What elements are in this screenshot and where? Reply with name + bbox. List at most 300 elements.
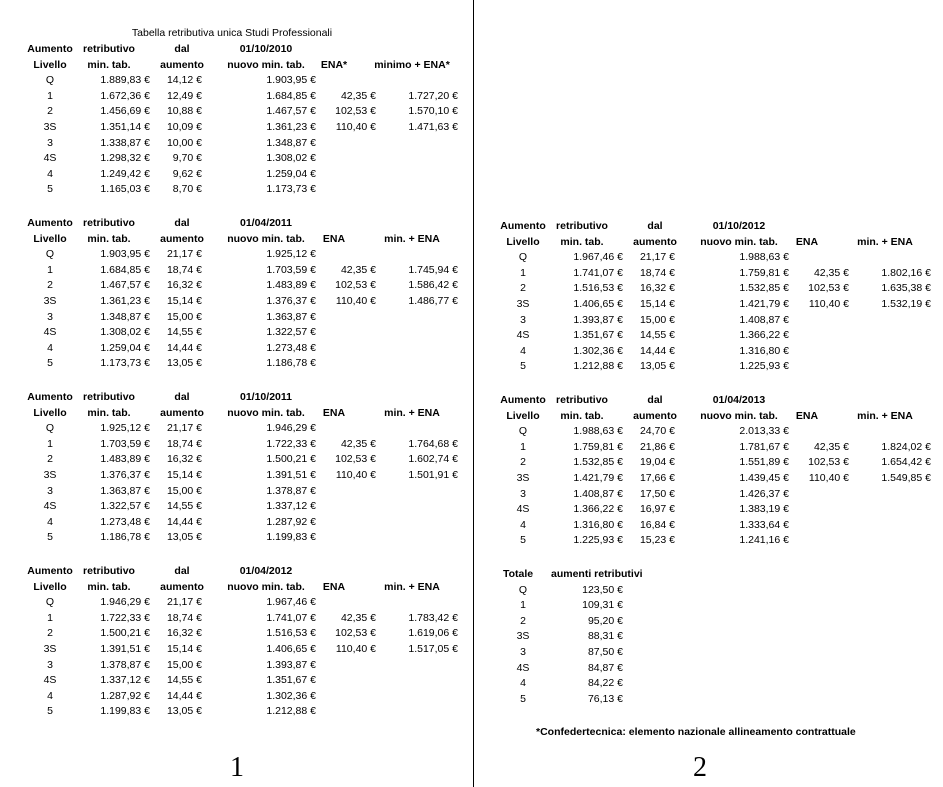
table-row	[24, 120, 464, 136]
cell-level: 3	[520, 645, 526, 658]
header-total: Totale	[503, 568, 534, 580]
cell-base-min: 1.722,33 €	[100, 611, 150, 624]
header-ena: ENA	[795, 235, 819, 248]
cell-increase: 14,44 €	[166, 515, 202, 528]
table-row	[24, 515, 464, 531]
table-header-row	[24, 232, 464, 248]
cell-new-min: 1.273,48 €	[266, 341, 316, 354]
cell-level: 4	[47, 341, 53, 354]
cell-min-plus-ena: 1.586,42 €	[408, 279, 458, 292]
cell-level: 5	[47, 357, 53, 370]
cell-ena: 102,53 €	[335, 279, 376, 292]
header-base-min: retributivo	[83, 391, 135, 403]
cell-increase: 13,05 €	[166, 531, 202, 544]
cell-level: 3	[520, 487, 526, 500]
cell-increase: 15,00 €	[639, 313, 675, 326]
header-new-min: 01/10/2010	[239, 43, 293, 55]
totals-row	[497, 645, 697, 661]
cell-new-min: 1.348,87 €	[266, 136, 316, 149]
cell-level: 5	[520, 360, 526, 373]
cell-level: 2	[47, 105, 53, 118]
table-row	[497, 281, 937, 297]
table-row	[24, 167, 464, 183]
table-row	[24, 499, 464, 515]
cell-level: 3	[47, 484, 53, 497]
cell-base-min: 1.212,88 €	[573, 360, 623, 373]
cell-level: 1	[47, 611, 53, 624]
cell-new-min: 1.903,95 €	[266, 74, 316, 87]
cell-increase: 14,44 €	[639, 344, 675, 357]
table-row	[497, 518, 937, 534]
table-row	[24, 626, 464, 642]
cell-increase: 18,74 €	[166, 263, 202, 276]
cell-base-min: 1.703,59 €	[100, 437, 150, 450]
cell-new-min: 1.483,89 €	[266, 279, 316, 292]
cell-base-min: 1.225,93 €	[573, 534, 623, 547]
header-increase: dal	[174, 391, 190, 403]
cell-increase: 14,55 €	[639, 329, 675, 342]
cell-base-min: 1.298,32 €	[100, 152, 150, 165]
cell-new-min: 1.406,65 €	[266, 642, 316, 655]
cell-min-plus-ena: 1.517,05 €	[408, 642, 458, 655]
header-base-min: min. tab.	[87, 58, 131, 71]
header-increase: aumento	[160, 232, 204, 245]
cell-level: 1	[520, 266, 526, 279]
cell-level: 2	[520, 282, 526, 295]
table-row	[24, 595, 464, 611]
cell-min-plus-ena: 1.824,02 €	[881, 440, 931, 453]
cell-new-min: 1.225,93 €	[739, 360, 789, 373]
table-row	[497, 471, 937, 487]
header-new-min: 01/04/2011	[240, 217, 292, 229]
cell-increase: 18,74 €	[166, 611, 202, 624]
cell-increase: 9,62 €	[172, 167, 202, 180]
header-min-plus-ena: min. + ENA	[384, 232, 440, 245]
header-base-min: retributivo	[556, 394, 608, 406]
table-header-row	[24, 406, 464, 422]
cell-base-min: 1.351,14 €	[100, 120, 150, 133]
cell-min-plus-ena: 1.635,38 €	[881, 282, 931, 295]
totals-row	[497, 629, 697, 645]
cell-base-min: 1.684,85 €	[100, 263, 150, 276]
table-header-row	[497, 393, 937, 409]
cell-level: Q	[45, 74, 55, 87]
header-new-min: 01/04/2012	[239, 565, 293, 577]
header-ena: ENA	[322, 580, 346, 593]
cell-level: Q	[45, 596, 55, 609]
cell-base-min: 1.186,78 €	[100, 531, 150, 544]
table-row	[24, 704, 464, 720]
cell-base-min: 1.302,36 €	[573, 344, 623, 357]
cell-increase: 10,09 €	[166, 120, 202, 133]
cell-base-min: 1.393,87 €	[573, 313, 623, 326]
table-row	[497, 297, 937, 313]
table-header-row	[24, 42, 464, 58]
cell-increase: 16,97 €	[639, 503, 675, 516]
cell-base-min: 1.173,73 €	[100, 357, 150, 370]
cell-ena: 102,53 €	[335, 453, 376, 466]
cell-new-min: 1.781,67 €	[739, 440, 789, 453]
cell-new-min: 1.361,23 €	[266, 120, 316, 133]
header-min-plus-ena: minimo + ENA*	[374, 58, 450, 71]
header-min-plus-ena: min. + ENA	[857, 409, 913, 422]
cell-level: Q	[45, 248, 55, 261]
totals-row	[497, 598, 697, 614]
cell-increase: 9,70 €	[172, 152, 202, 165]
cell-increase: 21,17 €	[166, 422, 202, 435]
table-header-row	[24, 390, 464, 406]
cell-new-min: 1.363,87 €	[266, 310, 316, 323]
header-ena: ENA	[322, 406, 346, 419]
cell-level: 5	[47, 705, 53, 718]
cell-new-min: 1.351,67 €	[266, 674, 316, 687]
header-level: Livello	[506, 409, 540, 422]
table-header-row	[24, 564, 464, 580]
header-new-min: nuovo min. tab.	[227, 58, 305, 71]
table-row	[497, 250, 937, 266]
cell-base-min: 1.366,22 €	[573, 503, 623, 516]
cell-level: 3S	[43, 294, 57, 307]
cell-base-min: 1.363,87 €	[100, 484, 150, 497]
totals-header-row	[497, 567, 697, 583]
header-ena: ENA*	[320, 58, 348, 71]
cell-increase: 17,66 €	[639, 471, 675, 484]
cell-ena: 102,53 €	[808, 282, 849, 295]
cell-min-plus-ena: 1.745,94 €	[408, 263, 458, 276]
cell-base-min: 1.337,12 €	[100, 674, 150, 687]
table-header-row	[24, 58, 464, 74]
page-number-1: 1	[230, 752, 244, 783]
cell-min-plus-ena: 1.549,85 €	[881, 471, 931, 484]
table-row	[24, 468, 464, 484]
table-row	[497, 328, 937, 344]
header-new-min: nuovo min. tab.	[700, 235, 778, 248]
cell-increase: 19,04 €	[639, 456, 675, 469]
cell-ena: 102,53 €	[335, 627, 376, 640]
header-level: Livello	[506, 235, 540, 248]
cell-new-min: 1.684,85 €	[266, 89, 316, 102]
cell-increase: 15,00 €	[166, 658, 202, 671]
cell-ena: 110,40 €	[335, 294, 376, 307]
cell-level: 1	[47, 437, 53, 450]
totals-row	[497, 614, 697, 630]
cell-new-min: 1.426,37 €	[739, 487, 789, 500]
header-increase: dal	[174, 43, 190, 55]
cell-total-increase: 84,22 €	[587, 677, 623, 690]
table-row	[497, 424, 937, 440]
table-row	[24, 310, 464, 326]
cell-level: Q	[518, 583, 528, 596]
cell-ena: 102,53 €	[808, 456, 849, 469]
header-increase: aumento	[633, 409, 677, 422]
cell-ena: 110,40 €	[335, 642, 376, 655]
cell-increase: 16,32 €	[166, 453, 202, 466]
cell-ena: 42,35 €	[340, 611, 376, 624]
cell-new-min: 1.500,21 €	[266, 453, 316, 466]
cell-new-min: 1.322,57 €	[266, 326, 316, 339]
cell-new-min: 1.467,57 €	[266, 105, 316, 118]
cell-level: 3S	[516, 630, 530, 643]
cell-new-min: 1.703,59 €	[266, 263, 316, 276]
cell-increase: 15,14 €	[166, 468, 202, 481]
table-row	[497, 359, 937, 375]
header-base-min: min. tab.	[560, 235, 604, 248]
cell-increase: 17,50 €	[639, 487, 675, 500]
table-row	[24, 530, 464, 546]
cell-min-plus-ena: 1.570,10 €	[408, 105, 458, 118]
cell-level: 1	[47, 263, 53, 276]
cell-level: 1	[47, 89, 53, 102]
cell-new-min: 1.241,16 €	[739, 534, 789, 547]
header-min-plus-ena: min. + ENA	[384, 580, 440, 593]
header-increase: dal	[174, 565, 190, 577]
cell-base-min: 1.759,81 €	[573, 440, 623, 453]
table-row	[24, 247, 464, 263]
cell-increase: 15,00 €	[166, 484, 202, 497]
cell-base-min: 1.351,67 €	[573, 329, 623, 342]
cell-base-min: 1.406,65 €	[573, 297, 623, 310]
header-base-min: min. tab.	[87, 406, 131, 419]
cell-new-min: 1.967,46 €	[266, 596, 316, 609]
cell-level: 3	[47, 310, 53, 323]
cell-base-min: 1.925,12 €	[100, 422, 150, 435]
header-new-min: nuovo min. tab.	[700, 409, 778, 422]
cell-base-min: 1.376,37 €	[100, 468, 150, 481]
cell-base-min: 1.467,57 €	[100, 279, 150, 292]
table-row	[497, 487, 937, 503]
cell-increase: 15,14 €	[166, 294, 202, 307]
header-level: Livello	[33, 58, 67, 71]
header-increase: dal	[647, 394, 663, 406]
cell-new-min: 1.516,53 €	[266, 627, 316, 640]
cell-increase: 15,00 €	[166, 310, 202, 323]
table-header-row	[497, 219, 937, 235]
table-row	[24, 658, 464, 674]
cell-increase: 14,55 €	[166, 326, 202, 339]
cell-new-min: 1.212,88 €	[266, 705, 316, 718]
cell-increase: 21,17 €	[166, 596, 202, 609]
cell-new-min: 1.946,29 €	[266, 422, 316, 435]
cell-increase: 14,44 €	[166, 689, 202, 702]
document-title: Tabella retributiva unica Studi Professionali	[131, 27, 333, 39]
cell-base-min: 1.316,80 €	[573, 518, 623, 531]
cell-base-min: 1.249,42 €	[100, 167, 150, 180]
table-header-row	[24, 216, 464, 232]
cell-min-plus-ena: 1.802,16 €	[881, 266, 931, 279]
table-row	[24, 642, 464, 658]
cell-base-min: 1.946,29 €	[100, 596, 150, 609]
cell-increase: 16,32 €	[639, 282, 675, 295]
cell-new-min: 1.376,37 €	[266, 294, 316, 307]
cell-min-plus-ena: 1.602,74 €	[408, 453, 458, 466]
cell-new-min: 1.988,63 €	[739, 251, 789, 264]
cell-level: 1	[520, 599, 526, 612]
cell-level: Q	[518, 425, 528, 438]
cell-new-min: 1.408,87 €	[739, 313, 789, 326]
cell-level: 2	[47, 453, 53, 466]
cell-total-increase: 123,50 €	[582, 583, 623, 596]
table-header-row	[497, 409, 937, 425]
cell-level: 2	[47, 627, 53, 640]
totals-table	[497, 567, 697, 707]
cell-base-min: 1.408,87 €	[573, 487, 623, 500]
cell-new-min: 1.759,81 €	[739, 266, 789, 279]
header-level: Aumento	[500, 394, 546, 406]
cell-base-min: 1.903,95 €	[100, 248, 150, 261]
header-new-min: 01/10/2011	[240, 391, 292, 403]
cell-new-min: 1.259,04 €	[266, 167, 316, 180]
cell-min-plus-ena: 1.501,91 €	[408, 468, 458, 481]
table-row	[24, 263, 464, 279]
cell-level: 3	[47, 136, 53, 149]
cell-increase: 14,44 €	[166, 341, 202, 354]
table-row	[24, 278, 464, 294]
cell-level: 4S	[43, 326, 57, 339]
cell-increase: 24,70 €	[639, 425, 675, 438]
cell-new-min: 1.421,79 €	[739, 297, 789, 310]
cell-base-min: 1.338,87 €	[100, 136, 150, 149]
table-row	[497, 266, 937, 282]
table-row	[24, 673, 464, 689]
table-row	[24, 484, 464, 500]
cell-base-min: 1.741,07 €	[573, 266, 623, 279]
totals-row	[497, 676, 697, 692]
cell-increase: 16,32 €	[166, 627, 202, 640]
table-row	[24, 341, 464, 357]
header-level: Aumento	[27, 43, 73, 55]
cell-min-plus-ena: 1.486,77 €	[408, 294, 458, 307]
totals-row	[497, 661, 697, 677]
cell-new-min: 1.925,12 €	[266, 248, 316, 261]
cell-level: 4S	[43, 500, 57, 513]
totals-row	[497, 692, 697, 708]
cell-level: 4	[47, 515, 53, 528]
cell-new-min: 1.439,45 €	[739, 471, 789, 484]
cell-base-min: 1.483,89 €	[100, 453, 150, 466]
header-ena: ENA	[795, 409, 819, 422]
cell-min-plus-ena: 1.654,42 €	[881, 456, 931, 469]
cell-total-increase: 88,31 €	[587, 630, 623, 643]
cell-level: 3S	[43, 468, 57, 481]
table-row	[24, 437, 464, 453]
table-row	[24, 325, 464, 341]
cell-new-min: 1.393,87 €	[266, 658, 316, 671]
cell-increase: 15,14 €	[639, 297, 675, 310]
cell-increase: 14,55 €	[166, 500, 202, 513]
header-increase: aumento	[160, 58, 204, 71]
header-level: Aumento	[500, 220, 546, 232]
cell-min-plus-ena: 1.764,68 €	[408, 437, 458, 450]
cell-total-increase: 109,31 €	[582, 599, 623, 612]
header-increase: dal	[174, 217, 190, 229]
table-row	[24, 104, 464, 120]
table-row	[24, 452, 464, 468]
salary-table	[497, 393, 937, 549]
cell-base-min: 1.378,87 €	[100, 658, 150, 671]
cell-new-min: 1.551,89 €	[739, 456, 789, 469]
cell-base-min: 1.361,23 €	[100, 294, 150, 307]
cell-level: 1	[520, 440, 526, 453]
cell-base-min: 1.287,92 €	[100, 689, 150, 702]
header-increase: dal	[647, 220, 663, 232]
cell-new-min: 1.383,19 €	[739, 503, 789, 516]
footnote: *Confedertecnica: elemento nazionale allineamento contrattuale	[536, 726, 856, 738]
cell-increase: 15,23 €	[639, 534, 675, 547]
cell-level: 3	[520, 313, 526, 326]
cell-base-min: 1.259,04 €	[100, 341, 150, 354]
header-level: Aumento	[27, 391, 73, 403]
cell-min-plus-ena: 1.783,42 €	[408, 611, 458, 624]
totals-row	[497, 583, 697, 599]
header-base-min: min. tab.	[560, 409, 604, 422]
cell-increase: 21,17 €	[639, 251, 675, 264]
cell-level: 5	[47, 183, 53, 196]
table-header-row	[24, 580, 464, 596]
cell-total-increase: 87,50 €	[587, 645, 623, 658]
header-base-min: retributivo	[83, 43, 135, 55]
cell-base-min: 1.456,69 €	[100, 105, 150, 118]
cell-level: 4S	[516, 329, 530, 342]
cell-increase: 16,32 €	[166, 279, 202, 292]
cell-base-min: 1.532,85 €	[573, 456, 623, 469]
header-base-min: retributivo	[556, 220, 608, 232]
cell-increase: 15,14 €	[166, 642, 202, 655]
table-row	[24, 89, 464, 105]
cell-increase: 10,00 €	[166, 136, 202, 149]
table-row	[497, 502, 937, 518]
table-row	[497, 455, 937, 471]
header-level: Livello	[33, 406, 67, 419]
cell-increase: 18,74 €	[166, 437, 202, 450]
table-row	[24, 421, 464, 437]
cell-level: Q	[45, 422, 55, 435]
cell-ena: 42,35 €	[340, 89, 376, 102]
cell-level: 4	[47, 167, 53, 180]
cell-new-min: 1.173,73 €	[266, 183, 316, 196]
cell-new-min: 1.722,33 €	[266, 437, 316, 450]
header-base-min: retributivo	[83, 217, 135, 229]
cell-level: 5	[47, 531, 53, 544]
cell-ena: 42,35 €	[813, 440, 849, 453]
header-base-min: min. tab.	[87, 580, 131, 593]
cell-level: 4S	[516, 661, 530, 674]
header-new-min: nuovo min. tab.	[227, 232, 305, 245]
header-base-min: min. tab.	[87, 232, 131, 245]
cell-new-min: 1.308,02 €	[266, 152, 316, 165]
cell-base-min: 1.967,46 €	[573, 251, 623, 264]
cell-level: 3S	[516, 471, 530, 484]
cell-ena: 110,40 €	[808, 471, 849, 484]
cell-increase: 12,49 €	[166, 89, 202, 102]
header-level: Livello	[33, 232, 67, 245]
cell-level: 4	[47, 689, 53, 702]
cell-level: 2	[47, 279, 53, 292]
table-row	[24, 356, 464, 372]
cell-level: 2	[520, 456, 526, 469]
cell-base-min: 1.421,79 €	[573, 471, 623, 484]
cell-base-min: 1.391,51 €	[100, 642, 150, 655]
cell-level: 4S	[43, 674, 57, 687]
cell-level: 4	[520, 677, 526, 690]
table-row	[497, 344, 937, 360]
cell-ena: 42,35 €	[340, 437, 376, 450]
header-level: Livello	[33, 580, 67, 593]
cell-level: 4S	[516, 503, 530, 516]
cell-base-min: 1.273,48 €	[100, 515, 150, 528]
cell-new-min: 1.316,80 €	[739, 344, 789, 357]
table-row	[497, 440, 937, 456]
header-new-min: nuovo min. tab.	[227, 580, 305, 593]
